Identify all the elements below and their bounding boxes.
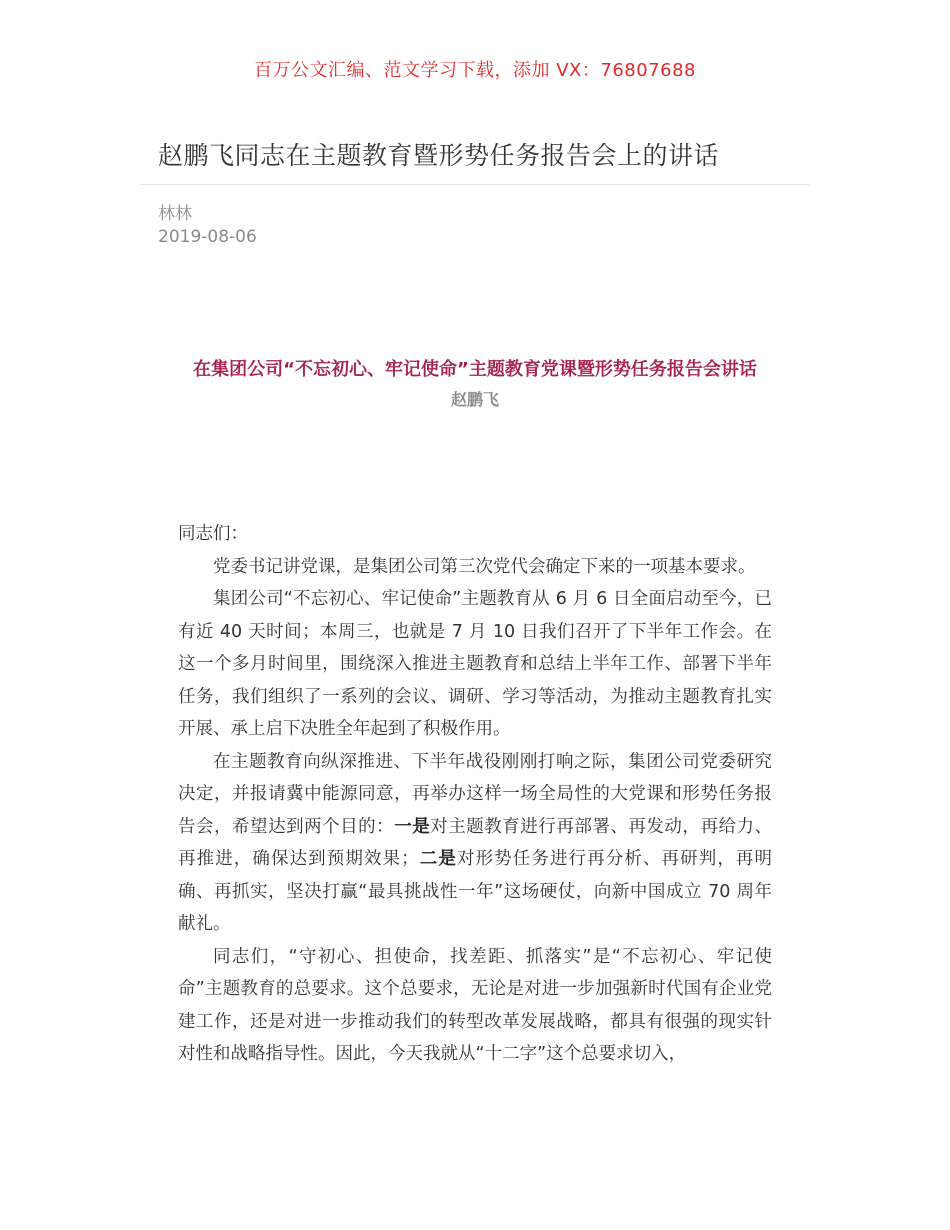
speech-author: 赵鹏飞 (450, 390, 499, 409)
paragraph: 集团公司“不忘初心、牢记使命”主题教育从 6 月 6 日全面启动至今，已有近 40 天时间；本周三，也就是 7 月 10 日我们召开了下半年工作会。在这一个多月时间里，围绕深入推进主题教育和总结上半年工作、部署下半年任务，我们组织了一系列的会议、调研、学习等活动，为推动主题教育扎实开展、承上启下决胜全年起到了积极作用。 (178, 589, 772, 739)
speech-title: 在集团公司“不忘初心、牢记使命”主题教育党课暨形势任务报告会讲话 (193, 359, 757, 380)
speech-header (178, 354, 772, 412)
paragraph-text: 对主题教育进行再部署、再发动，再给力、再推进，确保达到预期效果； (178, 816, 772, 869)
speech-body (178, 518, 772, 1071)
title-divider (140, 184, 810, 185)
article-date: 2019-08-06 (158, 227, 257, 247)
emphasis-first: 一是 (394, 816, 431, 837)
article-author: 林林 (158, 204, 192, 224)
greeting: 同志们： (178, 524, 248, 544)
article-meta (158, 203, 257, 249)
paragraph (178, 746, 772, 941)
paragraph-text: 在主题教育向纵深推进、下半年战役刚刚打响之际，集团公司党委研究决定，并报请冀中能源同意，再举办这样一场全局性的大党课和形势任务报告会，希望达到两个目的： (178, 751, 772, 837)
paragraph-text: 对形势任务进行再分析、再研判，再明确、再抓实，坚决打赢“最具挑战性一年”这场硬仗，向新中国成立 70 周年献礼。 (178, 849, 773, 934)
article-title: 赵鹏飞同志在主题教育暨形势任务报告会上的讲话 (158, 141, 720, 170)
promo-banner: 百万公文汇编、范文学习下载，添加 VX：76807688 (254, 60, 696, 81)
paragraph: 党委书记讲党课，是集团公司第三次党代会确定下来的一项基本要求。 (213, 556, 756, 577)
paragraph: 同志们，“守初心、担使命，找差距、抓落实”是“不忘初心、牢记使命”主题教育的总要求。这个总要求，无论是对进一步加强新时代国有企业党建工作，还是对进一步推动我们的转型改革发展战略，都具有很强的现实针对性和战略指导性。因此，今天我就从“十二字”这个总要求切入， (178, 946, 772, 1064)
emphasis-second: 二是 (418, 849, 457, 869)
